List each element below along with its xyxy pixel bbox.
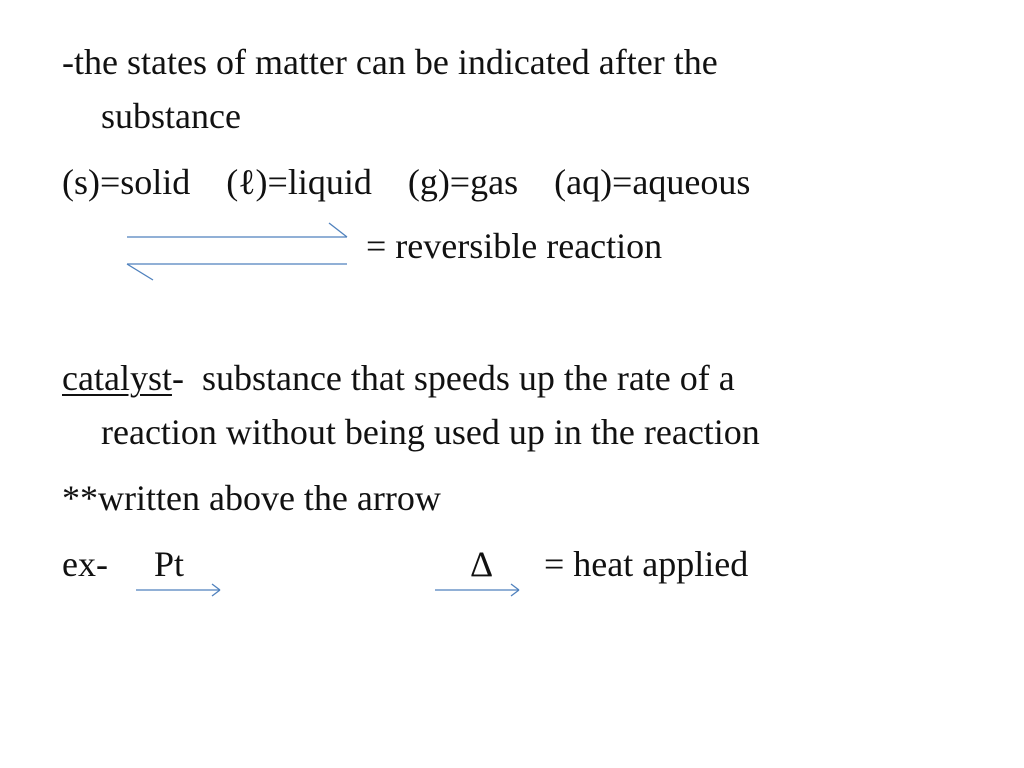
catalyst-symbol-pt: Pt [154,544,185,584]
states-intro-line-1: -the states of matter can be indicated after the [62,42,718,82]
catalyst-definition-line-2: reaction without being used up in the reaction [101,412,760,452]
delta-symbol: Δ [470,544,494,584]
heat-reaction-arrow-icon [435,580,523,596]
heat-applied-label: = heat applied [544,544,749,584]
reversible-reaction-label: = reversible reaction [366,226,663,266]
reversible-reaction-arrow-icon [127,220,352,283]
example-prefix: ex- [62,544,108,584]
catalyst-term: catalyst [62,358,172,398]
states-intro-line-2: substance [101,96,241,136]
catalyst-definition-text: - substance that speeds up the rate of a [171,358,735,398]
states-legend: (s)=solid (ℓ)=liquid (g)=gas (aq)=aqueous [62,162,751,202]
catalyst-definition-line-1 [62,358,735,398]
reaction-arrow-icon [136,580,224,596]
catalyst-note: **written above the arrow [62,478,441,518]
